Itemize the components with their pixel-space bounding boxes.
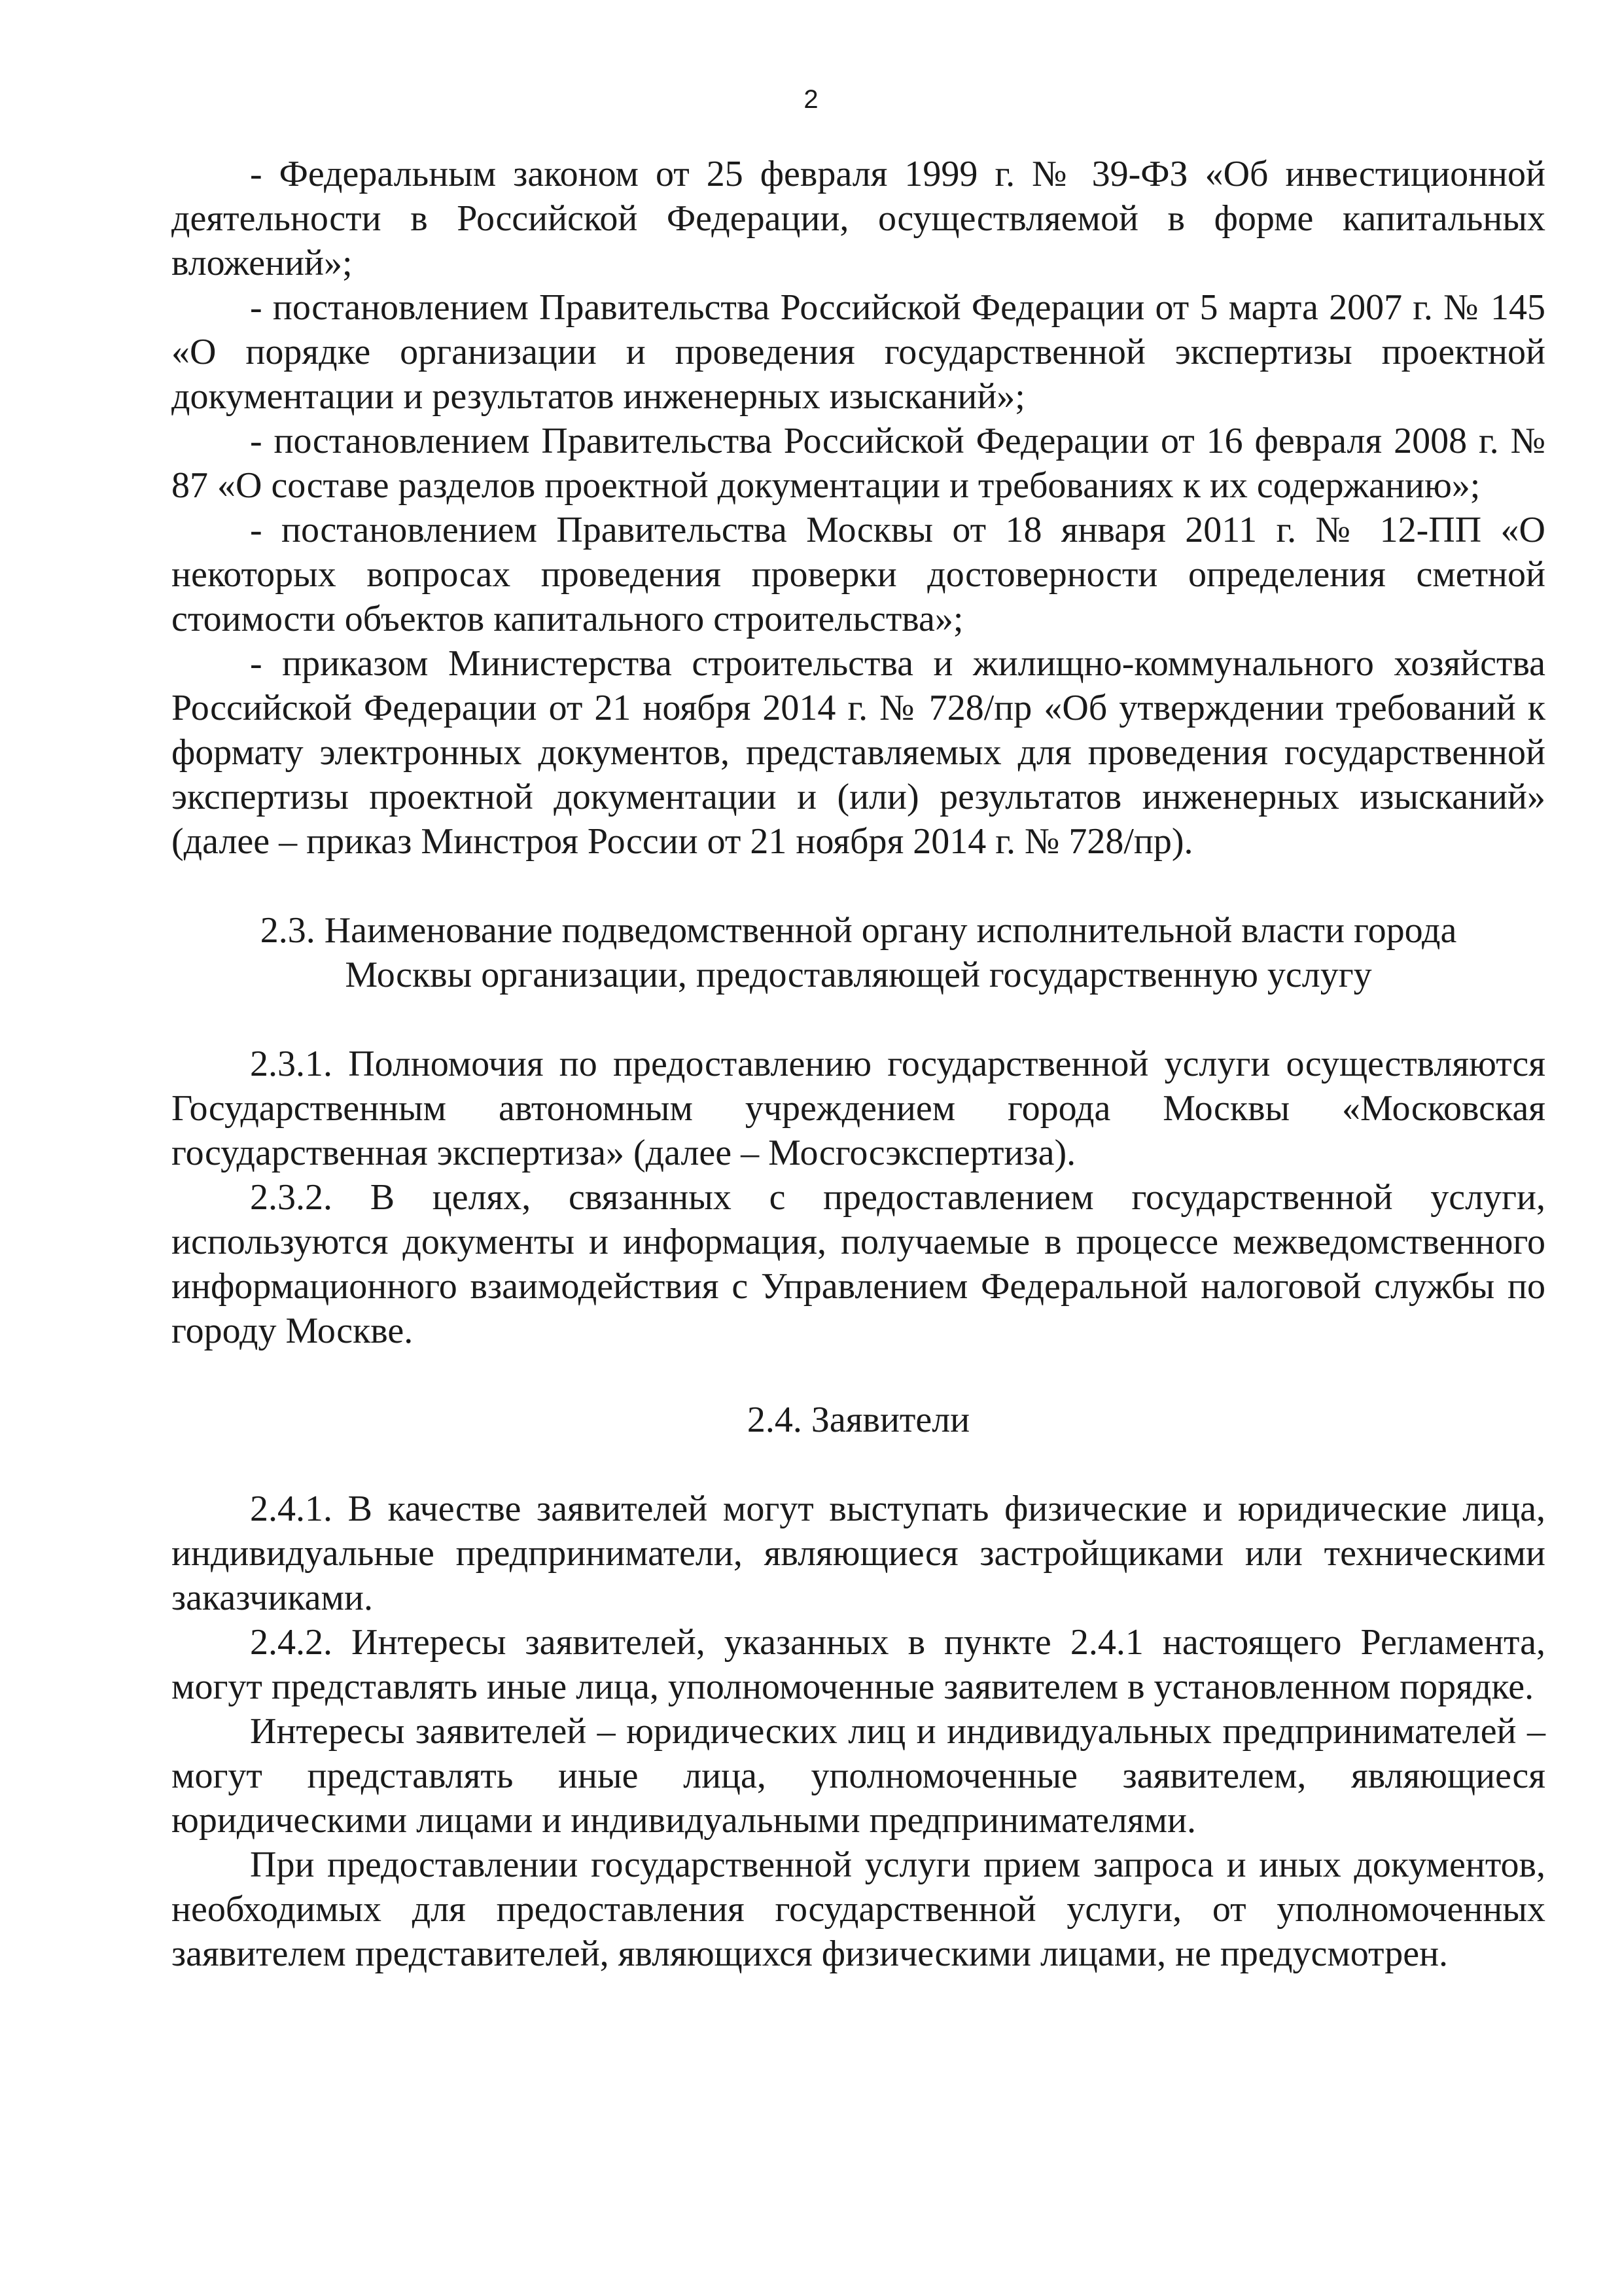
page-number: 2 [803, 85, 819, 114]
spacer [171, 864, 1545, 908]
paragraph-2-4-2: 2.4.2. Интересы заявителей, указанных в пункте 2.4.1 настоящего Регламента, могут представлять иные лица, уполномоченные заявителем в установленном порядке. [171, 1622, 1545, 1707]
legal-basis-item: - постановлением Правительства Москвы от 18 января 2011 г. № 12-ПП «О некоторых вопросах проведения проверки достоверности определения сметной стоимости объектов капитального строительства»; [171, 510, 1545, 639]
document-body [171, 152, 1545, 1976]
paragraph-2-3-2: 2.3.2. В целях, связанных с предоставлением государственной услуги, используются документы и информация, получаемые в процессе межведомственного информационного взаимодействия с Управлением Федеральной налоговой службы по городу Москве. [171, 1177, 1545, 1351]
paragraph-2-4-1: 2.4.1. В качестве заявителей могут выступать физические и юридические лица, индивидуальные предприниматели, являющиеся застройщиками или техническими заказчиками. [171, 1489, 1545, 1618]
spacer [171, 1442, 1545, 1487]
paragraph-2-3-1: 2.3.1. Полномочия по предоставлению государственной услуги осуществляются Государственным автономным учреждением города Москвы «Московская государственная экспертиза» (далее – Мосгосэкспертиза). [171, 1044, 1545, 1173]
paragraph-representatives: Интересы заявителей – юридических лиц и индивидуальных предпринимателей – могут представлять иные лица, уполномоченные заявителем, являющиеся юридическими лицами и индивидуальными предпринимателями. [171, 1711, 1545, 1841]
legal-basis-item: - постановлением Правительства Российской Федерации от 5 марта 2007 г. № 145 «О порядке организации и проведения государственной экспертизы проектной документации и результатов инженерных изысканий»; [171, 287, 1545, 417]
section-2-4-heading: 2.4. Заявители [747, 1400, 970, 1440]
spacer [171, 997, 1545, 1042]
section-2-3-heading-line2: Москвы организации, предоставляющей государственную услугу [345, 955, 1372, 995]
spacer [171, 1353, 1545, 1398]
legal-basis-item: - приказом Министерства строительства и жилищно-коммунального хозяйства Российской Федерации от 21 ноября 2014 г. № 728/пр «Об утверждении требований к формату электронных документов, представляемых для проведения государственной экспертизы проектной документации и (или) результатов инженерных изысканий» (далее – приказ Минстроя России от 21 ноября 2014 г. № 728/пр). [171, 643, 1545, 862]
paragraph-individuals-not-provided: При предоставлении государственной услуги прием запроса и иных документов, необходимых для предоставления государственной услуги, от уполномоченных заявителем представителей, являющихся физическими лицами, не предусмотрен. [171, 1845, 1545, 1974]
legal-basis-item: - Федеральным законом от 25 февраля 1999 г. № 39-ФЗ «Об инвестиционной деятельности в Российской Федерации, осуществляемой в форме капитальных вложений»; [171, 154, 1545, 283]
legal-basis-item: - постановлением Правительства Российской Федерации от 16 февраля 2008 г. № 87 «О составе разделов проектной документации и требованиях к их содержанию»; [171, 421, 1545, 506]
section-2-3-heading-line1: 2.3. Наименование подведомственной органу исполнительной власти города [260, 910, 1457, 951]
